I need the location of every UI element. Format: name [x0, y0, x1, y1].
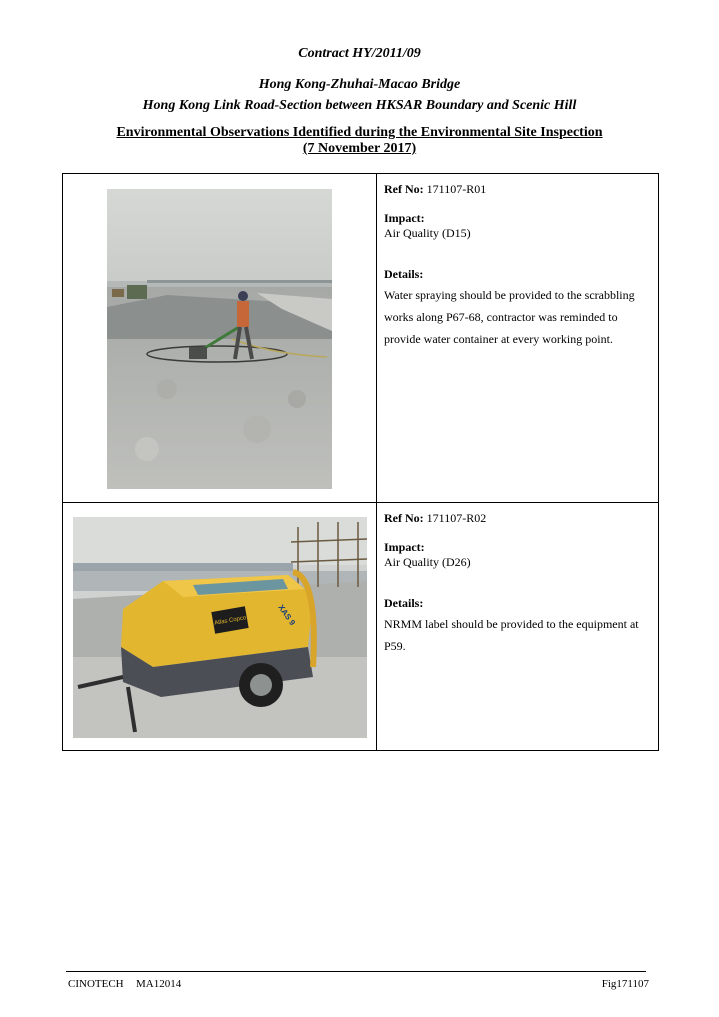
ref-label: Ref No:: [384, 511, 424, 525]
report-title: Environmental Observations Identified during the Environmental Site Inspection: [116, 125, 603, 140]
details-text: NRMM label should be provided to the equipment at P59.: [384, 617, 639, 653]
ref-value: 171107-R02: [426, 511, 487, 525]
photo-cell: [63, 174, 376, 502]
details-label: Details:: [384, 596, 424, 610]
site-photo-scrabbling: [107, 189, 332, 489]
details-label: Details:: [384, 267, 424, 281]
observation-text-cell: [384, 182, 654, 350]
report-date: (7 November 2017): [302, 141, 417, 156]
footer-company: CINOTECH: [68, 978, 124, 990]
observations-table: [62, 173, 659, 751]
contract-number: Contract HY/2011/09: [298, 46, 421, 61]
brand-logo-text: Atlas Copco: [213, 615, 247, 627]
project-name: Hong Kong-Zhuhai-Macao Bridge: [258, 77, 461, 92]
ref-value: 171107-R01: [426, 182, 487, 196]
site-photo-air-compressor: [73, 517, 367, 738]
section-name: Hong Kong Link Road-Section between HKSAR Boundary and Scenic Hill: [142, 98, 577, 113]
footer-code: MA12014: [136, 978, 182, 990]
impact-label: Impact:: [384, 211, 425, 225]
photo-cell: [63, 503, 376, 750]
impact-value: Air Quality (D26): [384, 555, 471, 569]
details-text: Water spraying should be provided to the scrabbling works along P67-68, contractor was reminded to provide water container at every working point.: [384, 288, 635, 346]
impact-value: Air Quality (D15): [384, 226, 471, 240]
impact-label: Impact:: [384, 540, 425, 554]
cell-divider: [376, 174, 377, 502]
cell-divider: [376, 503, 377, 750]
footer-rule: [66, 971, 646, 972]
observation-text-cell: [384, 511, 654, 657]
observation-row: [63, 503, 658, 750]
model-label-text: XAS 9: [276, 602, 297, 628]
footer-figure-number: Fig171107: [601, 978, 649, 990]
observation-row: [63, 174, 658, 503]
ref-label: Ref No:: [384, 182, 424, 196]
